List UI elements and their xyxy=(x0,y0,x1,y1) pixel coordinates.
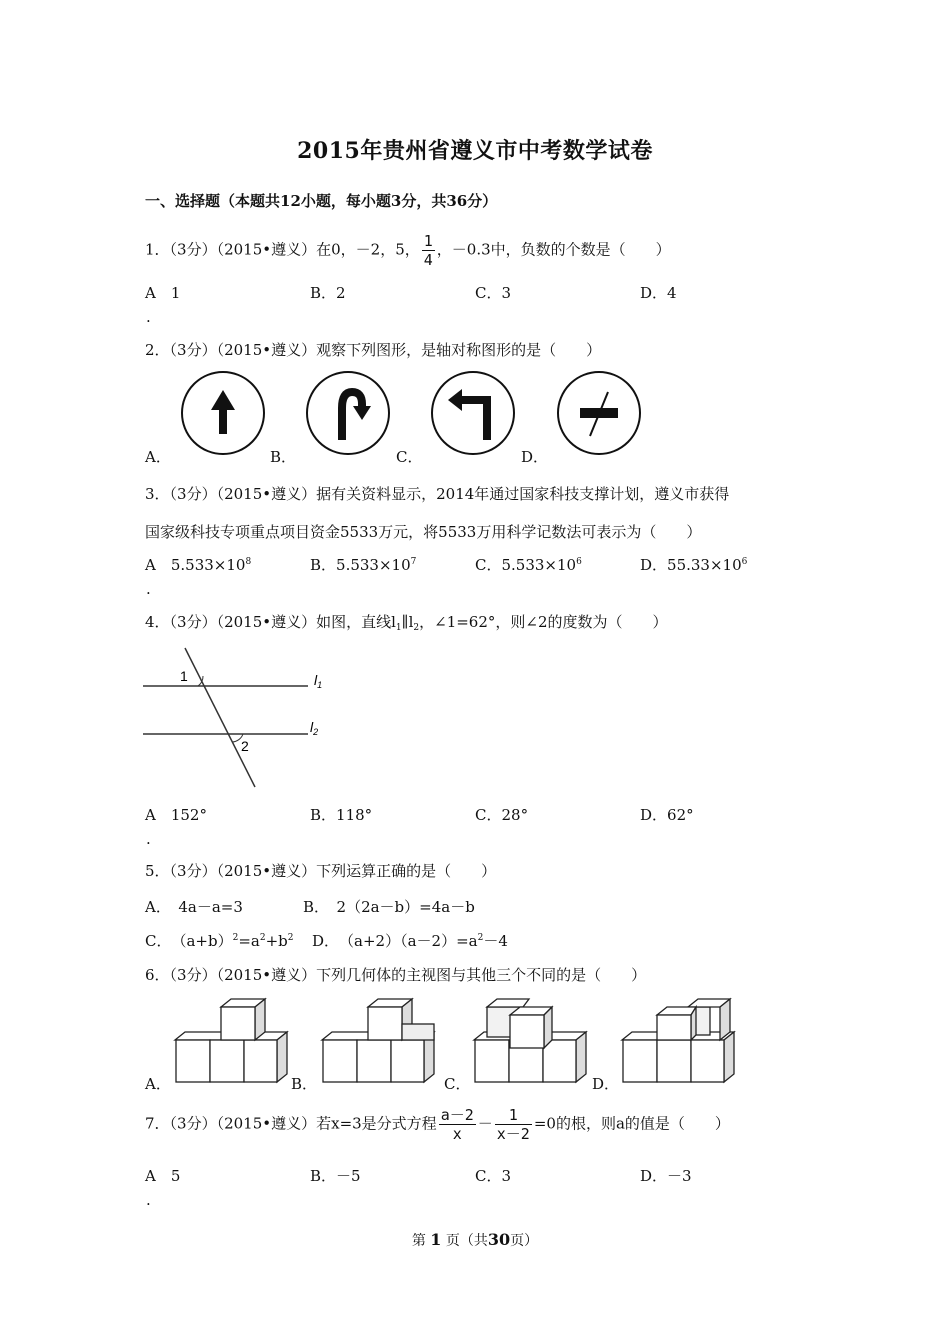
q7-fraction-2: $\frac{1}{x-2}$ xyxy=(496,1106,530,1143)
angle-1-label: 1 xyxy=(180,668,188,684)
q4-option-b[interactable]: B．118° xyxy=(310,806,373,824)
section-heading: 一、选择题（本题共12小题，每小题3分，共36分） xyxy=(145,192,498,210)
option-dot: . xyxy=(146,308,151,326)
left-turn-sign-icon xyxy=(430,370,516,456)
page-footer: 第 1 页（共30页） xyxy=(411,1230,539,1249)
q7-option-a[interactable]: A 5 xyxy=(145,1167,181,1185)
option-dot: . xyxy=(146,830,151,848)
q6-option-a-label[interactable]: A． xyxy=(145,1075,171,1093)
right-u-turn-sign-icon xyxy=(305,370,391,456)
q5-option-d[interactable]: D． $(a+2)(a-2)=a^2-4$ xyxy=(312,932,508,950)
q2-option-c-label[interactable]: C． xyxy=(396,448,423,466)
q6-option-b-label[interactable]: B． xyxy=(291,1075,318,1093)
q6-solid-d-figure xyxy=(622,995,740,1085)
q3-option-b[interactable]: B．$5.533\times 10^7$ xyxy=(310,556,417,574)
q4-option-d[interactable]: D．62° xyxy=(640,806,694,824)
page-number: 1 xyxy=(430,1230,442,1249)
question-7: 7．（3分）（2015•遵义）若x=3是分式方程 $\frac{a-2}{x}$ － $\frac{1}{x-2}$ =0的根，则a的值是（ ） xyxy=(145,1106,730,1143)
transversal-line xyxy=(185,648,255,787)
q5-option-b[interactable]: B． 2（2a－b）=4a－b xyxy=(303,898,475,916)
q7-option-d[interactable]: D．－3 xyxy=(640,1167,692,1185)
q6-solid-c-figure xyxy=(474,995,589,1085)
q4-option-c[interactable]: C．28° xyxy=(475,806,529,824)
q2-option-b-label[interactable]: B． xyxy=(270,448,297,466)
l1-label: $l_1$ xyxy=(314,672,323,690)
q1-option-b[interactable]: B．2 xyxy=(310,284,346,302)
option-dot: . xyxy=(146,1191,151,1209)
q6-solid-b-figure xyxy=(322,995,442,1085)
q2-option-a-label[interactable]: A． xyxy=(145,448,171,466)
q3-option-a[interactable]: A $5.533\times 10^8$ xyxy=(145,556,252,574)
q1-fraction: $\frac{1}{4}$ xyxy=(423,232,433,269)
q6-solid-a-figure xyxy=(175,995,290,1085)
q1-option-a[interactable]: A 1 xyxy=(145,284,181,302)
question-1 xyxy=(145,232,671,269)
q7-option-c[interactable]: C．3 xyxy=(475,1167,512,1185)
q3-option-c[interactable]: C．$5.533\times 10^6$ xyxy=(475,556,582,574)
q2-option-d-label[interactable]: D． xyxy=(521,448,549,466)
q1-option-d[interactable]: D．4 xyxy=(640,284,677,302)
question-3-line-1: 3．（3分）（2015•遵义）据有关资料显示，2014年通过国家科技支撑计划，遵义市获得 xyxy=(145,485,730,503)
q6-option-c-label[interactable]: C． xyxy=(444,1075,471,1093)
q4-option-a[interactable]: A 152° xyxy=(145,806,207,824)
q3-option-d[interactable]: D．$55.33\times 10^6$ xyxy=(640,556,748,574)
question-4: 4．（3分）（2015•遵义）如图，直线$l_1\parallel l_2$，∠1=62°，则∠2的度数为（ ） xyxy=(145,613,668,633)
up-arrow-sign-icon xyxy=(180,370,266,456)
parallel-lines-figure xyxy=(140,645,340,795)
question-6: 6．（3分）（2015•遵义）下列几何体的主视图与其他三个不同的是（ ） xyxy=(145,966,647,984)
q1-option-c[interactable]: C．3 xyxy=(475,284,512,302)
angle-2-label: 2 xyxy=(241,738,249,754)
q1-prefix: 1．（3分）（2015•遵义）在0，－2，5， xyxy=(145,240,420,259)
l2-label: $l_2$ xyxy=(310,719,319,737)
q1-suffix: ，－0.3中，负数的个数是（ ） xyxy=(436,240,671,259)
question-2: 2．（3分）（2015•遵义）观察下列图形，是轴对称图形的是（ ） xyxy=(145,341,602,359)
q7-fraction-1: $\frac{a-2}{x}$ xyxy=(440,1106,474,1143)
q5-option-c[interactable]: C． $(a+b)^2=a^2+b^2$ xyxy=(145,932,294,950)
q6-option-d-label[interactable]: D． xyxy=(592,1075,620,1093)
q5-option-a[interactable]: A． 4a－a=3 xyxy=(145,898,243,916)
question-3-line-2: 国家级科技专项重点项目资金5533万元，将5533万用科学记数法可表示为（ ） xyxy=(145,523,702,541)
no-entry-slash-sign-icon xyxy=(556,370,642,456)
page-title: 2015年贵州省遵义市中考数学试卷 xyxy=(297,138,653,164)
page-total: 30 xyxy=(487,1230,511,1249)
q7-option-b[interactable]: B．－5 xyxy=(310,1167,361,1185)
option-dot: . xyxy=(146,580,151,598)
question-5: 5．（3分）（2015•遵义）下列运算正确的是（ ） xyxy=(145,862,497,880)
